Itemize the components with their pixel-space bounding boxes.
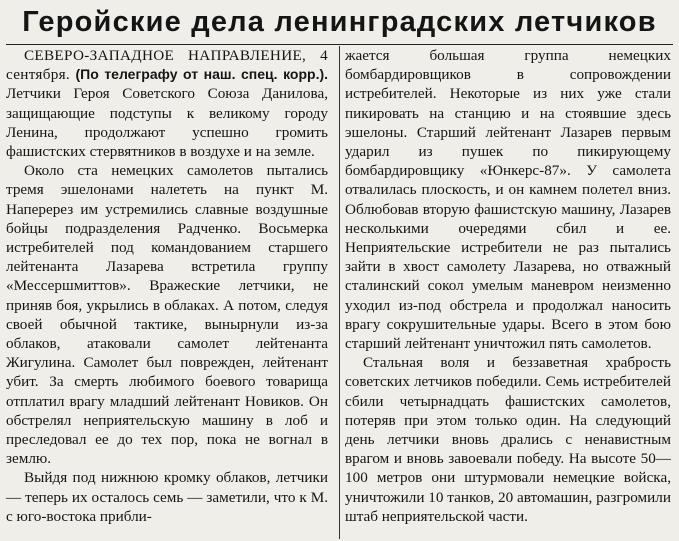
dateline: СЕВЕРО-ЗАПАДНОЕ НАПРАВЛЕНИЕ, 4 сентября.	[6, 47, 328, 84]
left-paragraph-1	[6, 46, 328, 161]
headline-divider	[6, 44, 673, 45]
left-paragraph-3: Выйдя под нижнюю кромку облаков, летчики — теперь их осталось семь — заметили, что к М. с юго-востока прибли-	[6, 469, 328, 525]
left-column	[6, 46, 328, 526]
right-column	[345, 46, 671, 526]
correspondent-credit: (По телеграфу от наш. спец. корр.).	[75, 66, 329, 83]
left-paragraph-1-text: Летчики Героя Советского Союза Данилова, защищающие подступы к великому городу Ленина, продолжают успешно громить фашистских стервятников в воздухе и на земле.	[6, 85, 328, 161]
right-paragraph-2: Стальная воля и беззаветная храбрость советских летчиков победили. Семь истребителей сбили четырнадцать фашистских самолетов, потеряв при этом только один. На следующий день летчики вновь дрались с ненавистным врагом и вновь завоевали победу. На высоте 50—100 метров они штурмовали немецкие войска, уничтожили 10 танков, 20 автомашин, разгромили штаб неприятельской части.	[345, 354, 671, 525]
column-divider	[339, 46, 340, 539]
left-paragraph-2: Около ста немецких самолетов пытались тремя эшелонами налететь на пункт М. Наперерез им устремились славные воздушные бойцы подразделения Радченко. Восьмерка истребителей под командованием старшего лейтенанта Лазарева встретила группу «Мессершмиттов». Вражеские летчики, не приняв боя, укрылись в облаках. А потом, следуя своей обычной тактике, вынырнули из-за облаков, атаковали самолет лейтенанта Жигулина. Самолет был поврежден, лейтенант убит. За смерть любимого боевого товарища отплатил врагу младший лейтенант Новиков. Он обстрелял неприятельскую машину в лоб и преследовал ее до тех пор, пока не вогнал в землю.	[6, 162, 328, 468]
right-paragraph-1: жается большая группа немецких бомбардировщиков в сопровождении истребителей. Некоторые из них уже стали пикировать на станцию и на стоявшие здесь эшелоны. Старший лейтенант Лазарев первым ударил из пушек по пикирующему бомбардировщику «Юнкерс-87». У самолета отвалилась плоскость, и он камнем полетел вниз. Облюбовав вторую фашистскую машину, Лазарев несколькими очередями сбил и ее. Неприятельские истребители не раз пытались зайти в хвост самолету Лазарева, но отважный сталинский сокол умелым маневром неизменно уходил из-под обстрела и продолжал наносить врагу сокрушительные удары. Всего в этом бою старший лейтенант уничтожил пять самолетов.	[345, 47, 671, 353]
article-headline: Геройские дела ленинградских летчиков	[22, 6, 657, 38]
